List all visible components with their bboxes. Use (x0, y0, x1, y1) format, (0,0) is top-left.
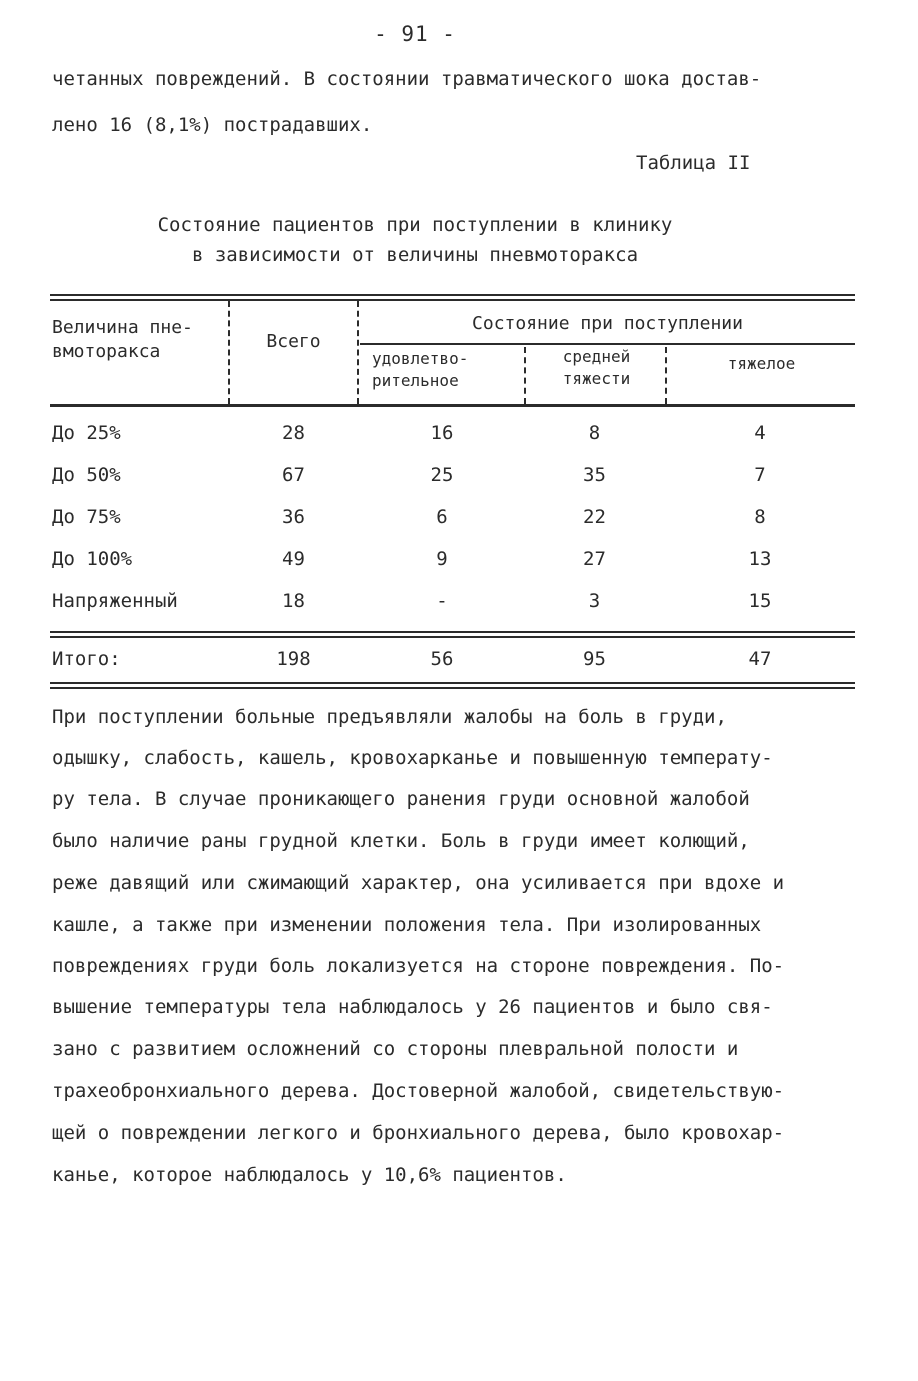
paragraph-line: канье, которое наблюдалось у 10,6% пациентов. (52, 1164, 567, 1186)
header-separator (524, 347, 526, 404)
row-label: До 75% (52, 506, 121, 528)
row-satisfactory: 25 (430, 464, 454, 486)
row-severe: 7 (754, 464, 766, 486)
table-row (50, 506, 855, 536)
intro-line-1: четанных повреждений. В состоянии травматического шока достав- (52, 68, 762, 90)
row-severe: 15 (748, 590, 772, 612)
row-total: 49 (282, 548, 305, 570)
paragraph-line: ру тела. В случае проникающего ранения груди основной жалобой (52, 788, 750, 810)
row-severe: 4 (754, 422, 766, 444)
page-number: - 91 - (374, 22, 456, 46)
row-satisfactory: - (436, 590, 448, 612)
table-caption-line-2: в зависимости от величины пневмоторакса (191, 244, 639, 266)
row-moderate: 8 (588, 422, 601, 444)
row-total: 36 (282, 506, 305, 528)
row-satisfactory: 6 (436, 506, 448, 528)
table-row (50, 590, 855, 620)
summary-total: 198 (276, 648, 311, 670)
row-moderate: 27 (583, 548, 606, 570)
row-moderate: 22 (583, 506, 606, 528)
row-total: 18 (282, 590, 305, 612)
row-label: До 100% (52, 548, 133, 570)
header-moderate: средней тяжести (562, 347, 631, 388)
paragraph-line: одышку, слабость, кашель, кровохарканье и повышенную температу- (52, 747, 773, 769)
paragraph-line: трахеобронхиального дерева. Достоверной жалобой, свидетельствую- (52, 1080, 785, 1102)
header-separator (357, 301, 359, 404)
summary-satisfactory: 56 (430, 648, 454, 670)
header-total: Всего (266, 331, 321, 352)
table-caption-line-1: Состояние пациентов при поступлении в клинику (157, 214, 673, 236)
table-row (50, 422, 855, 452)
paragraph-line: реже давящий или сжимающий характер, она усиливается при вдохе и (52, 872, 785, 894)
summary-moderate: 95 (583, 648, 606, 670)
header-separator (665, 347, 667, 404)
summary-label: Итого: (52, 648, 121, 670)
paragraph-line: При поступлении больные предъявляли жалобы на боль в груди, (52, 706, 727, 728)
row-severe: 13 (748, 548, 772, 570)
state-header-rule (360, 343, 855, 345)
paragraph-line: вышение температуры тела наблюдалось у 26 пациентов и было свя- (52, 996, 773, 1018)
paragraph-line: кашле, а также при изменении положения тела. При изолированных (52, 914, 762, 936)
row-severe: 8 (754, 506, 766, 528)
row-moderate: 35 (583, 464, 606, 486)
paragraph-line: повреждениях груди боль локализуется на стороне повреждения. По- (52, 955, 785, 977)
table-bottom-rule (50, 682, 855, 684)
table-bottom-rule-inner (50, 687, 855, 689)
row-total: 28 (282, 422, 305, 444)
row-label: Напряженный (52, 590, 178, 612)
table-top-rule (50, 294, 855, 296)
intro-line-2: лено 16 (8,1%) пострадавших. (52, 114, 373, 136)
paragraph-line: было наличие раны грудной клетки. Боль в груди имеет колющий, (52, 830, 750, 852)
header-state: Состояние при поступлении (472, 313, 743, 334)
summary-severe: 47 (748, 648, 772, 670)
row-label: До 50% (52, 464, 121, 486)
table-label: Таблица II (636, 152, 751, 174)
paragraph-line: зано с развитием осложнений со стороны плевральной полости и (52, 1038, 739, 1060)
summary-top-rule (50, 631, 855, 633)
row-total: 67 (282, 464, 305, 486)
summary-top-rule-inner (50, 636, 855, 638)
table-row (50, 464, 855, 494)
row-satisfactory: 9 (436, 548, 448, 570)
header-magnitude: Величина пне- вмоторакса (52, 317, 193, 362)
paragraph-line: щей о повреждении легкого и бронхиального дерева, было кровохар- (52, 1122, 785, 1144)
header-severe: тяжелое (727, 354, 796, 373)
table-top-rule-inner (50, 299, 855, 301)
header-bottom-rule (50, 404, 855, 407)
row-moderate: 3 (588, 590, 601, 612)
summary-row (50, 648, 855, 678)
header-satisfactory: удовлетво- рительное (372, 349, 469, 390)
table-row (50, 548, 855, 578)
row-label: До 25% (52, 422, 121, 444)
row-satisfactory: 16 (430, 422, 454, 444)
